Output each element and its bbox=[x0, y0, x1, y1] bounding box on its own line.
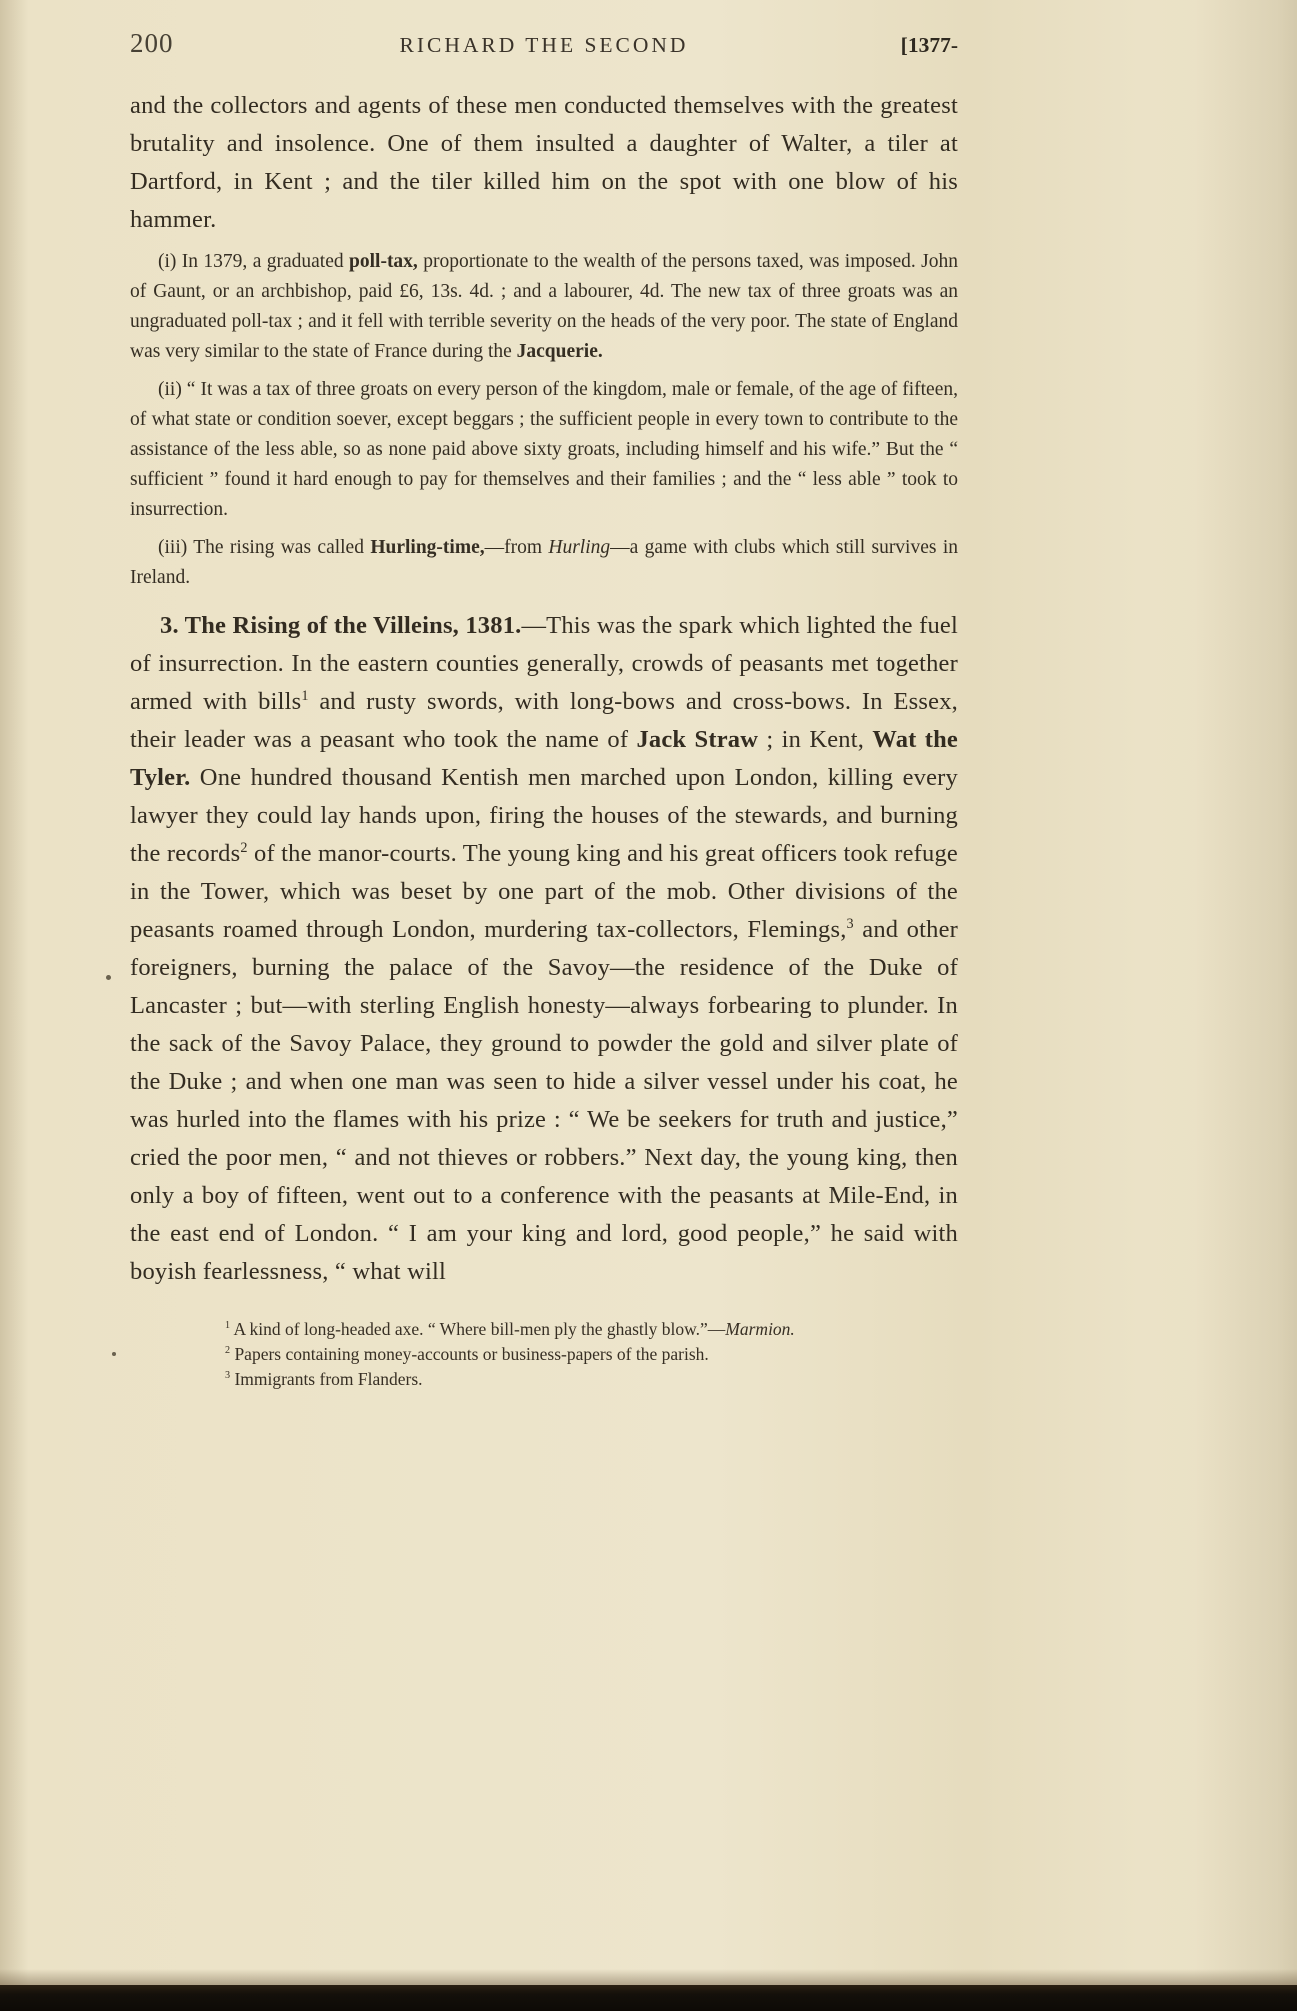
date-marker: [1377- bbox=[900, 33, 958, 57]
footnote-2-number: 2 bbox=[225, 1345, 231, 1357]
note-hurling-time: (iii) The rising was called Hurling-time,—from Hurling—a game with clubs which still survives in Ireland. bbox=[130, 537, 959, 588]
scan-artifact-dot bbox=[112, 1352, 116, 1356]
footnote-3-text: Immigrants from Flanders. bbox=[230, 1369, 423, 1389]
page-content bbox=[130, 28, 958, 1392]
footnote-2-text: Papers containing money-accounts or business-papers of the parish. bbox=[230, 1344, 709, 1364]
footnotes bbox=[225, 1317, 897, 1392]
page-header bbox=[130, 28, 958, 59]
paragraph-continuation: and the collectors and agents of these men conducted themselves with the greatest brutality and insolence. One of them insulted a daughter of Walter, a tiler at Dartford, in Kent ; and the tiler killed him on the spot with one blow of his hammer. bbox=[130, 92, 958, 233]
scan-artifact-dot bbox=[106, 975, 111, 980]
running-title: RICHARD THE SECOND bbox=[399, 33, 689, 57]
scan-edge-bar bbox=[0, 1985, 1297, 2011]
footnote-1-text: A kind of long-headed axe. “ Where bill-men ply the ghastly blow.”—Marmion. bbox=[230, 1319, 795, 1339]
footnote-1 bbox=[225, 1317, 897, 1342]
note-poll-tax: (i) In 1379, a graduated poll-tax, proportionate to the wealth of the persons taxed, was imposed. John of Gaunt, or an archbishop, paid £6, 13s. 4d. ; and a labourer, 4d. The new tax of three groats was an ungraduated poll-tax ; and it fell with terrible severity on the heads of the very poor. The state of England was very similar to the state of France during the Jacquerie. bbox=[130, 251, 958, 362]
footnote-2 bbox=[225, 1342, 897, 1367]
scan-edge-shadow bbox=[0, 1969, 1297, 1985]
note-three-groats: (ii) “ It was a tax of three groats on every person of the kingdom, male or female, of the age of fifteen, of what state or condition soever, except beggars ; the sufficient people in every town to contribute to the assistance of the less able, so as none paid above sixty groats, including himself and his wife.” But the “ sufficient ” found it hard enough to pay for themselves and their families ; and the “ less able ” took to insurrection. bbox=[130, 379, 958, 520]
footnote-3 bbox=[225, 1367, 897, 1392]
section-rising-of-the-villeins: 3. The Rising of the Villeins, 1381.—This was the spark which lighted the fuel of insurrection. In the eastern counties generally, crowds of peasants met together armed with bills$^1$ and rusty swords, with long-bows and cross-bows. In Essex, their leader was a peasant who took the name of Jack Straw ; in Kent, Wat the Tyler. One hundred thousand Kentish men marched upon London, killing every lawyer they could lay hands upon, firing the houses of the stewards, and burning the records$^2$ of the manor-courts. The young king and his great officers took refuge in the Tower, which was beset by one part of the mob. Other divisions of the peasants roamed through London, murdering tax-collectors, Flemings,$^3$ and other foreigners, burning the palace of the Savoy—the residence of the Duke of Lancaster ; but—with sterling English honesty—always forbearing to plunder. In the sack of the Savoy Palace, they ground to powder the gold and silver plate of the Duke ; and when one man was seen to hide a silver vessel under his coat, he was hurled into the flames with his prize : “ We be seekers for truth and justice,” cried the poor men, “ and not thieves or robbers.” Next day, the young king, then only a boy of fifteen, went out to a conference with the peasants at Mile-End, in the east end of London. “ I am your king and lord, good people,” he said with boyish fearlessness, “ what will bbox=[130, 612, 959, 1285]
footnote-3-number: 3 bbox=[225, 1370, 231, 1382]
page-number: 200 bbox=[130, 28, 174, 58]
footnote-1-number: 1 bbox=[225, 1320, 231, 1332]
